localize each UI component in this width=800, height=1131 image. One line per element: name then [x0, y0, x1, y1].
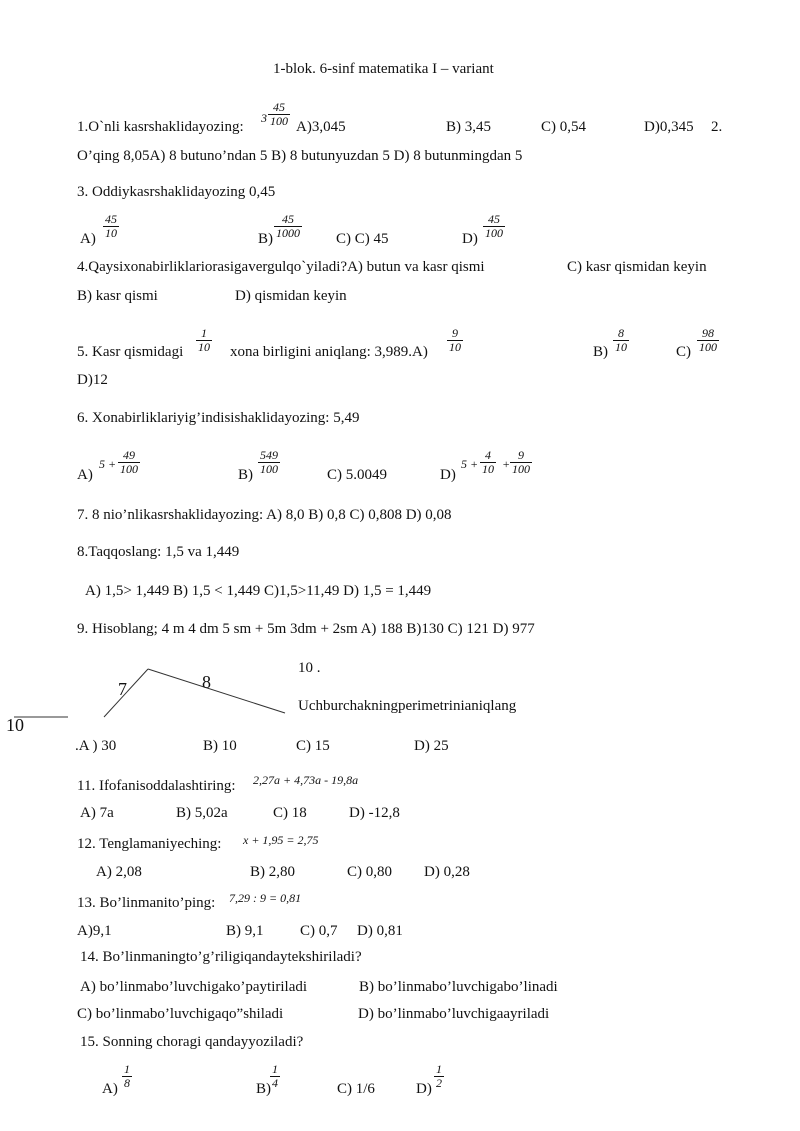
- q9-line: 9. Hisoblang; 4 m 4 dm 5 sm + 5m 3dm + 2sm A) 188 B)130 C) 121 D) 977: [77, 621, 535, 637]
- q14-option-b: B) bo’linmabo’luvchigabo’linadi: [359, 979, 558, 995]
- q15-text: 15. Sonning choragi qandayyoziladi?: [80, 1034, 304, 1050]
- triangle-base-label: 10: [6, 715, 24, 735]
- q11-option-d: D) -12,8: [349, 805, 400, 821]
- q15-a-numerator: 1: [124, 1062, 130, 1076]
- q1-option-b: B) 3,45: [446, 119, 491, 135]
- q14-option-d: D) bo’linmabo’luvchigaayriladi: [358, 1006, 550, 1022]
- q15-option-d-label: D): [416, 1081, 432, 1097]
- q3-b-numerator: 45: [282, 212, 294, 226]
- q13-option-d: D) 0,81: [357, 923, 403, 939]
- q6-a-numerator: 49: [123, 448, 135, 462]
- q15-d-denominator: 2: [436, 1075, 442, 1090]
- q6-text: 6. Xonabirliklariyig’indisishaklidayozing: 5,49: [77, 410, 360, 426]
- q5-a-denominator: 10: [449, 339, 461, 354]
- q10-option-d: D) 25: [414, 738, 449, 754]
- q15-a-denominator: 8: [124, 1075, 130, 1090]
- q13-option-c: C) 0,7: [300, 923, 338, 939]
- q1-whole: 3: [261, 111, 267, 125]
- q13-expression: 7,29 : 9 = 0,81: [229, 891, 302, 905]
- q5-option-d: D)12: [77, 372, 108, 388]
- q4-option-c: C) kasr qismidan keyin: [567, 259, 707, 275]
- q6-b-numerator: 549: [260, 448, 278, 462]
- q5-f-numerator: 1: [201, 326, 207, 340]
- q6-a-denominator: 100: [120, 461, 138, 476]
- q3-b-denominator: 1000: [276, 225, 300, 240]
- q15-option-b-fraction: [270, 1063, 280, 1089]
- q15-option-a-label: A): [102, 1081, 118, 1097]
- q6-option-a-prefix: 5 +: [99, 457, 117, 471]
- q14-text: 14. Bo’linmaningto’g’riligiqandaytekshiriladi?: [80, 949, 362, 965]
- q11-text: 11. Ifofanisoddalashtiring:: [77, 778, 236, 794]
- q3-option-c: C) C) 45: [336, 231, 389, 247]
- q10-option-c: C) 15: [296, 738, 330, 754]
- q4-option-d: D) qismidan keyin: [235, 288, 347, 304]
- triangle-side-a-label: 7: [118, 679, 127, 699]
- q13-option-b: B) 9,1: [226, 923, 264, 939]
- q4-option-b: B) kasr qismi: [77, 288, 158, 304]
- q3-d-denominator: 100: [485, 225, 503, 240]
- q6-d-numerator-2: 9: [518, 448, 524, 462]
- q5-b-denominator: 10: [615, 339, 627, 354]
- q12-option-d: D) 0,28: [424, 864, 470, 880]
- q15-d-numerator: 1: [436, 1062, 442, 1076]
- q5-text: 5. Kasr qismidagi: [77, 344, 184, 360]
- q5-b-numerator: 8: [618, 326, 624, 340]
- q6-option-b-label: B): [238, 467, 253, 483]
- q6-d-numerator-1: 4: [485, 448, 491, 462]
- q6-option-d-plus: +: [502, 457, 511, 471]
- q1-fraction-denominator: 100: [270, 113, 288, 128]
- q8-options: A) 1,5> 1,449 B) 1,5 < 1,449 C)1,5>11,49 D) 1,5 = 1,449: [85, 583, 432, 599]
- q11-option-a: A) 7a: [80, 805, 114, 821]
- q12-option-b: B) 2,80: [250, 864, 295, 880]
- q8-text: 8.Taqqoslang: 1,5 va 1,449: [77, 544, 240, 560]
- q15-b-denominator: 4: [272, 1075, 278, 1090]
- q3-option-a-label: A): [80, 231, 96, 247]
- q1-option-a: A)3,045: [296, 119, 346, 135]
- q12-equation: x + 1,95 = 2,75: [243, 833, 319, 847]
- q5-f-denominator: 10: [198, 339, 210, 354]
- q3-option-d-label: D): [462, 231, 478, 247]
- q6-d-denominator-2: 100: [512, 461, 530, 476]
- q12-text: 12. Tenglamaniyeching:: [77, 836, 222, 852]
- q5-text-2: xona birligini aniqlang: 3,989.A): [230, 344, 428, 360]
- q11-expression: 2,27a + 4,73a - 19,8a: [253, 773, 359, 787]
- q13-text: 13. Bo’linmanito’ping:: [77, 895, 216, 911]
- q6-option-c: C) 5.0049: [327, 467, 387, 483]
- q14-option-a: A) bo’linmabo’luvchigako’paytiriladi: [80, 979, 308, 995]
- q6-option-a-label: A): [77, 467, 93, 483]
- q3-a-denominator: 10: [105, 225, 117, 240]
- q15-option-b-label: B): [256, 1081, 271, 1097]
- q6-option-d-label: D): [440, 467, 456, 483]
- q3-text: 3. Oddiykasrshaklidayozing 0,45: [77, 184, 276, 200]
- triangle-side-b-label: 8: [202, 672, 211, 692]
- q12-option-a: A) 2,08: [96, 864, 142, 880]
- q15-b-numerator: 1: [272, 1062, 278, 1076]
- page-title: 1-blok. 6-sinf matematika I – variant: [273, 61, 494, 77]
- q6-b-denominator: 100: [260, 461, 278, 476]
- q15-option-c: C) 1/6: [337, 1081, 375, 1097]
- q5-option-b-label: B): [593, 344, 608, 360]
- q3-option-b-label: B): [258, 231, 273, 247]
- q3-a-numerator: 45: [105, 212, 117, 226]
- triangle-side-b: [148, 669, 285, 713]
- q12-option-c: C) 0,80: [347, 864, 392, 880]
- q10-text: Uchburchakningperimetrinianiqlang: [298, 698, 517, 714]
- q5-option-c-label: C): [676, 344, 691, 360]
- q3-d-numerator: 45: [488, 212, 500, 226]
- q1-fraction-numerator: 45: [273, 100, 285, 114]
- q6-d-denominator-1: 10: [482, 461, 494, 476]
- q2-line: O’qing 8,05A) 8 butuno’ndan 5 B) 8 butunyuzdan 5 D) 8 butunmingdan 5: [77, 148, 523, 164]
- q7-line: 7. 8 nio’nlikasrshaklidayozing: A) 8,0 B) 0,8 C) 0,808 D) 0,08: [77, 507, 452, 523]
- q6-option-d-prefix: 5 +: [461, 457, 479, 471]
- q5-a-numerator: 9: [452, 326, 458, 340]
- q4-text: 4.Qaysixonabirliklariorasigavergulqo`yiladi?A) butun va kasr qismi: [77, 259, 485, 275]
- q1-option-d: D)0,345: [644, 119, 694, 135]
- q5-c-numerator: 98: [702, 326, 714, 340]
- q10-number: 10 .: [298, 660, 321, 676]
- q11-option-b: B) 5,02a: [176, 805, 228, 821]
- q10-option-a: .A ) 30: [75, 738, 117, 754]
- q5-c-denominator: 100: [699, 339, 717, 354]
- q13-option-a: A)9,1: [77, 923, 112, 939]
- q15-option-a-fraction: [122, 1063, 132, 1089]
- q10-option-b: B) 10: [203, 738, 237, 754]
- q1-option-c: C) 0,54: [541, 119, 586, 135]
- q14-option-c: C) bo’linmabo’luvchigaqo”shiladi: [77, 1006, 284, 1022]
- q15-option-d-fraction: [434, 1063, 444, 1089]
- q11-option-c: C) 18: [273, 805, 307, 821]
- q1-text: 1.O`nli kasrshaklidayozing:: [77, 119, 244, 135]
- q2-number: 2.: [711, 119, 723, 135]
